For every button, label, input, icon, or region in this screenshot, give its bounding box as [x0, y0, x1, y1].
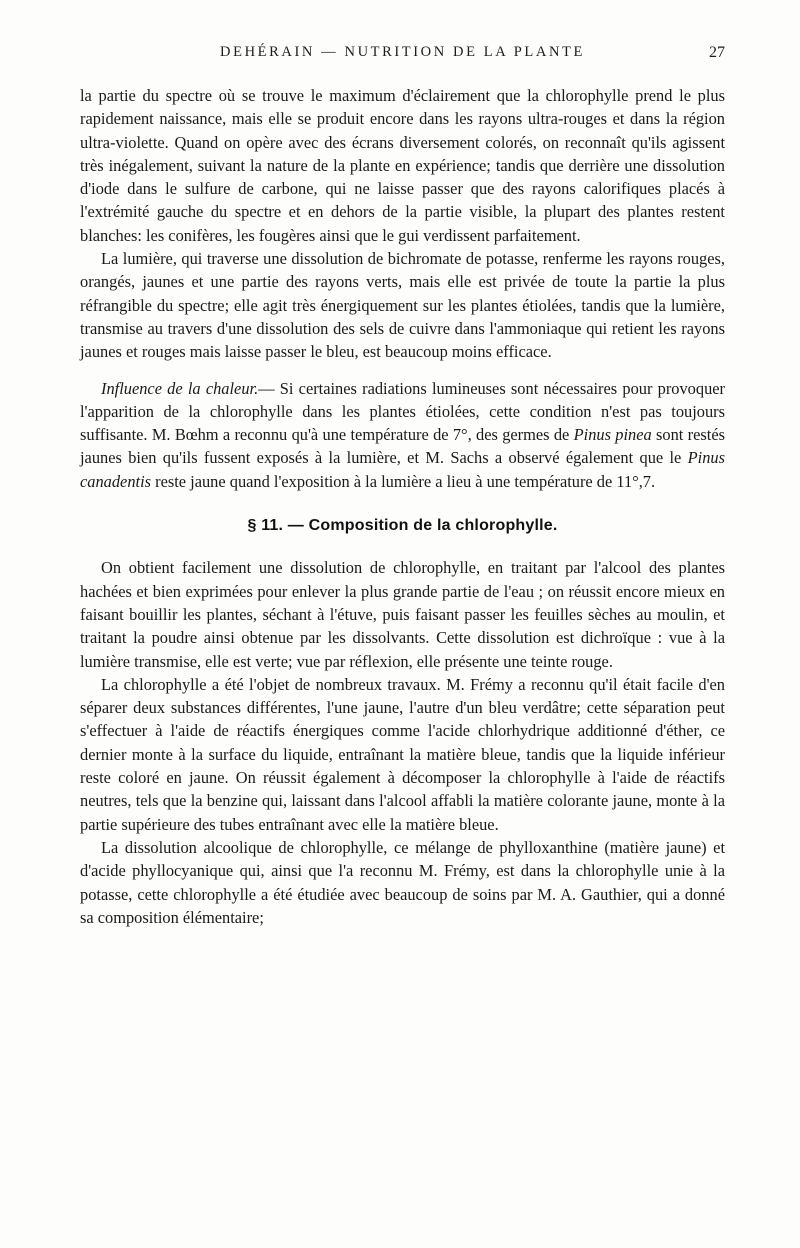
paragraph-fremy-separation: La chlorophylle a été l'objet de nombreux travaux. M. Frémy a reconnu qu'il était facile d'en séparer deux substances différentes, l'une jaune, l'autre d'un bleu verdâtre; cette séparation peut s'effectuer à l'aide de réactifs énergiques comme l'acide chlorhydrique additionné d'éther, ce dernier monte à la surface du liquide, entraînant la matière bleue, tandis que la liquide inférieur reste coloré en jaune. On réussit également à décomposer la chlorophylle à l'aide de réactifs neutres, tels que la benzine qui, laissant dans l'alcool affabli la matière colorante jaune, monte à la partie supérieure des tubes entraînant avec elle la matière bleue.: [80, 674, 725, 834]
species-pinus-canadentis: Pinus canadentis: [80, 448, 725, 491]
running-title: DEHÉRAIN — NUTRITION DE LA PLANTE: [220, 44, 585, 60]
body-text: [80, 84, 725, 929]
species-pinus-pinea: Pinus pinea: [573, 425, 652, 445]
paragraph-heat-influence: [80, 377, 725, 493]
paragraph-dissolution: On obtient facilement une dissolution de chlorophylle, en traitant par l'alcool des plantes hachées et bien exprimées pour enlever la plus grande partie de l'eau ; on réussit encore mieux en faisant bouillir les plantes, séchant à l'étuve, puis faisant passer les feuilles sèches au moulin, et traitant la poudre ainsi obtenue par les dissolvants. Cette dissolution est dichroïque : vue à la lumière transmise, elle est verte; vue par réflexion, elle présente une teinte rouge.: [80, 558, 725, 671]
paragraph-spectrum: la partie du spectre où se trouve le maximum d'éclairement que la chlorophylle prend le plus rapidement naissance, mais elle se produit encore dans les rayons ultra-rouges et dans la région ultra-violette. Quand on opère avec des écrans diversement colorés, on reconnaît qu'ils agissent très inégalement, suivant la nature de la plante en expérience; tandis que derrière une dissolution d'iode dans le sulfure de carbone, qui ne laisse passer que des rayons calorifiques placés à l'extrémité gauche du spectre et en dehors de la partie visible, la plupart des plantes restent blanches: les conifères, les fougères ainsi que le gui verdissent parfaitement.: [80, 86, 725, 245]
page-number: 27: [709, 44, 725, 61]
paragraph-bichromate: La lumière, qui traverse une dissolution de bichromate de potasse, renferme les rayons rouges, orangés, jaunes et une partie des rayons verts, mais elle est privée de toute la partie la plus réfrangible du spectre; elle agit très énergiquement sur les plantes étiolées, tandis que la lumière, transmise au travers d'une dissolution des sels de cuivre dans l'ammoniaque qui retient les rayons jaunes et rouges mais laisse passer le bleu, est beaucoup moins efficace.: [80, 249, 725, 362]
heat-text-b: sont restés jaunes bien qu'ils fussent exposés à la lumière, et M. Sachs a observé également que le: [80, 425, 725, 468]
section-heading: § 11. — Composition de la chlorophylle.: [247, 517, 558, 535]
heat-influence-title: Influence de la chaleur.: [101, 378, 259, 398]
page-header: [80, 44, 725, 70]
paragraph-alcoholic-dissolution: La dissolution alcoolique de chlorophylle, ce mélange de phylloxanthine (matière jaune) et d'acide phyllocyanique qui, ainsi que l'a reconnu M. Frémy, est dans la chlorophylle unie à la potasse, cette chlorophylle a été étudiée avec beaucoup de soins par M. A. Gauthier, qui a donné sa composition élémentaire;: [80, 837, 725, 927]
heat-text-a: — Si certaines radiations lumineuses sont nécessaires pour provoquer l'apparition de la chlorophylle dans les plantes étiolées, cette condition n'est pas toujours suffisante. M. Bœhm a reconnu qu'à une température de 7°, des germes de: [80, 378, 725, 445]
heat-text-c: reste jaune quand l'exposition à la lumière a lieu à une température de 11°,7.: [151, 471, 656, 491]
